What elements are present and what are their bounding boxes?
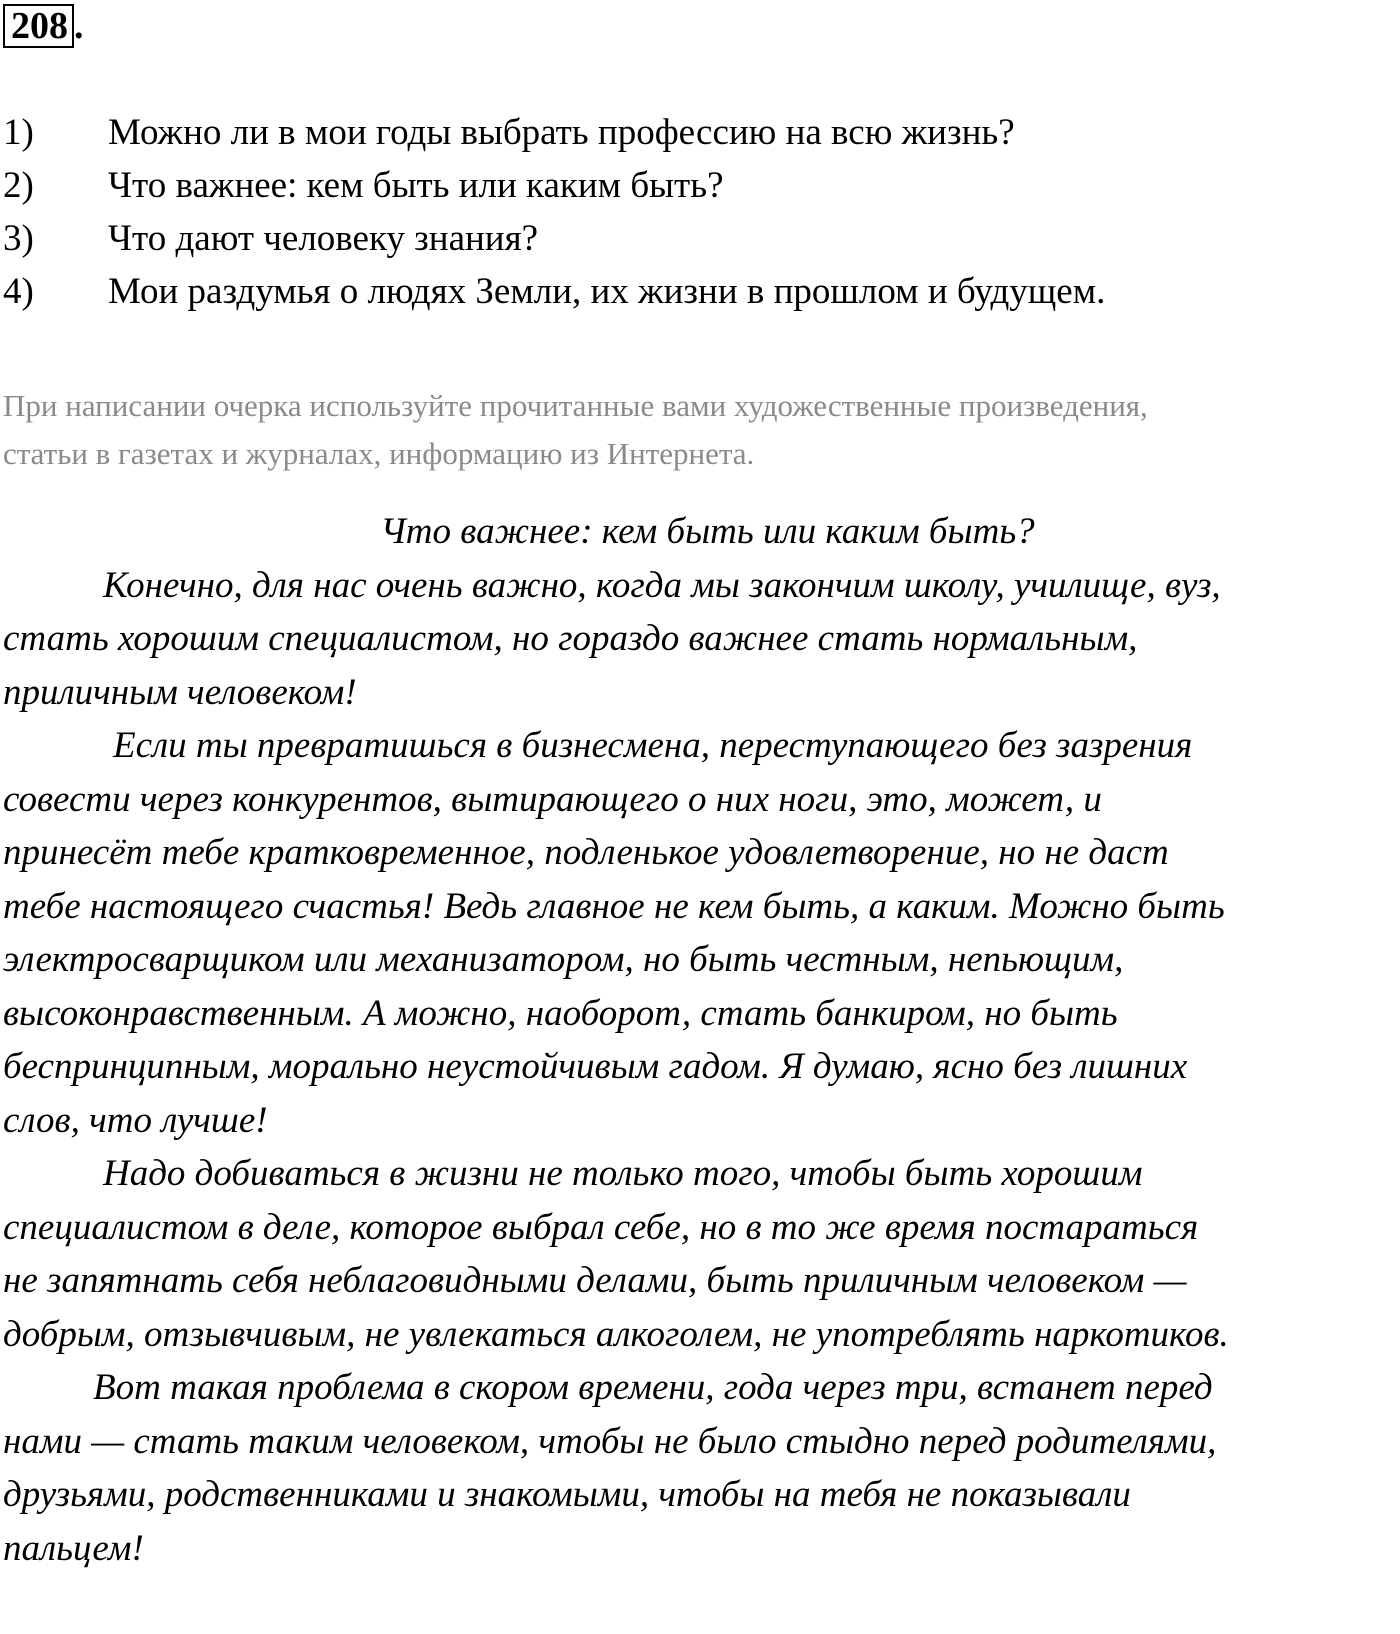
essay-line: приличным человеком! [3,671,357,713]
exercise-number-dot: . [74,5,84,47]
essay-line: не запятнать себя неблаговидными делами, быть приличным человеком — [3,1260,1187,1301]
essay-line: Конечно, для нас очень важно, когда мы закончим школу, училище, вуз, [103,564,1221,606]
topic-number: 2) [3,165,34,206]
topic-number: 3) [3,218,34,259]
essay [3,505,1398,1575]
topic-text: Что дают человеку знания? [108,218,539,259]
essay-line: специалистом в деле, которое выбрал себе, но в то же время постараться [3,1206,1199,1248]
essay-line: пальцем! [3,1527,144,1569]
essay-line: нами — стать таким человеком, чтобы не было стыдно перед родителями, [3,1420,1217,1462]
note-line: статьи в газетах и журналах, информацию из Интернета. [3,436,755,471]
topic-item [3,159,1393,212]
essay-line: слов, что лучше! [3,1099,268,1141]
essay-line: высоконравственным. А можно, наоборот, стать банкиром, но быть [3,992,1118,1034]
topic-text: Можно ли в мои годы выбрать профессию на всю жизнь? [108,112,1015,153]
topic-text: Что важнее: кем быть или каким быть? [108,165,724,206]
topic-item [3,265,1393,318]
essay-title: Что важнее: кем быть или каким быть? [380,511,1035,552]
essay-line: принесёт тебе кратковременное, подленькое удовлетворение, но не даст [3,832,1169,873]
topic-item [3,212,1393,265]
exercise-number-box: 208 [3,4,74,48]
topic-list [3,106,1393,318]
essay-line: совести через конкурентов, вытирающего о них ноги, это, может, и [3,778,1102,820]
essay-line: Если ты превратишься в бизнесмена, переступающего без зазрения [113,725,1193,766]
essay-line: добрым, отзывчивым, не увлекаться алкоголем, не употреблять наркотиков. [3,1313,1229,1355]
essay-line: друзьями, родственниками и знакомыми, чтобы на тебя не показывали [3,1474,1131,1515]
topic-item [3,106,1393,159]
essay-line: Вот такая проблема в скором времени, года через три, встанет перед [93,1367,1213,1408]
essay-line: электросварщиком или механизатором, но быть честным, непьющим, [3,939,1124,980]
topic-number: 1) [3,112,34,153]
topic-text: Мои раздумья о людях Земли, их жизни в прошлом и будущем. [108,271,1106,312]
essay-line: стать хорошим специалистом, но гораздо важнее стать нормальным, [3,618,1138,659]
essay-line: тебе настоящего счастья! Ведь главное не кем быть, а каким. Можно быть [3,885,1225,927]
essay-line: беспринципным, морально неустойчивым гадом. Я думаю, ясно без лишних [3,1046,1188,1087]
note-line: При написании очерка используйте прочитанные вами художественные произведения, [3,388,1148,423]
topic-number: 4) [3,271,34,312]
exercise-number [3,4,84,46]
essay-line: Надо добиваться в жизни не только того, чтобы быть хорошим [103,1153,1143,1194]
assignment-note [3,382,1393,478]
